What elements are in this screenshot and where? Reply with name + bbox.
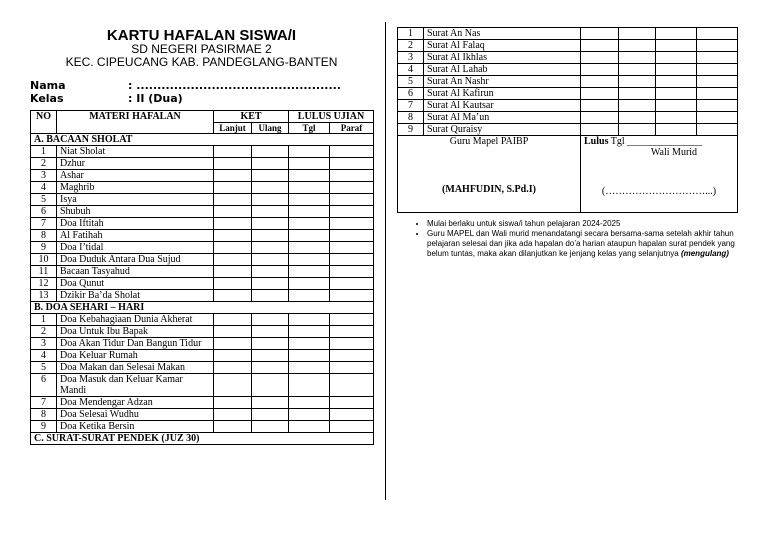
tgl-cell[interactable] (289, 230, 330, 242)
row-number: 9 (31, 421, 57, 433)
lanjut-cell[interactable] (581, 76, 619, 88)
ulang-cell[interactable] (252, 326, 289, 338)
table-row (31, 362, 374, 374)
tgl-cell[interactable] (289, 374, 330, 397)
row-materi: Doa Iftitah (57, 218, 214, 230)
notes-list (397, 219, 737, 259)
row-materi: Doa Untuk Ibu Bapak (57, 326, 214, 338)
row-materi: Dzikir Ba’da Sholat (57, 290, 214, 302)
table-row (31, 242, 374, 254)
tgl-cell[interactable] (289, 158, 330, 170)
guru-name: (MAHFUDIN, S.Pd.I) (442, 184, 536, 195)
ulang-cell[interactable] (252, 421, 289, 433)
table-row (31, 314, 374, 326)
row-number: 6 (31, 374, 57, 397)
row-materi: Doa Qunut (57, 278, 214, 290)
note-item (427, 229, 737, 259)
ulang-cell[interactable] (252, 194, 289, 206)
lanjut-cell[interactable] (581, 88, 619, 100)
paraf-cell[interactable] (697, 76, 738, 88)
paraf-cell[interactable] (697, 52, 738, 64)
table-row (398, 52, 738, 64)
table-row (31, 326, 374, 338)
table-row (31, 158, 374, 170)
row-materi: Surat Al Kautsar (424, 100, 581, 112)
ulang-cell[interactable] (252, 350, 289, 362)
ulang-cell[interactable] (252, 158, 289, 170)
ulang-cell[interactable] (252, 290, 289, 302)
row-number: 5 (31, 362, 57, 374)
ulang-cell[interactable] (619, 88, 656, 100)
tgl-cell[interactable] (289, 146, 330, 158)
lanjut-cell[interactable] (214, 421, 252, 433)
paraf-cell[interactable] (330, 338, 374, 350)
tgl-cell[interactable] (289, 314, 330, 326)
col-materi-header: MATERI HAFALAN (57, 111, 214, 134)
lanjut-cell[interactable] (214, 397, 252, 409)
table-row (398, 40, 738, 52)
table-row (398, 88, 738, 100)
memorization-table (30, 110, 374, 445)
tgl-cell[interactable] (289, 350, 330, 362)
col-paraf-header: Paraf (330, 123, 374, 134)
lanjut-cell[interactable] (214, 278, 252, 290)
row-materi: Doa Mendengar Adzan (57, 397, 214, 409)
ulang-cell[interactable] (619, 40, 656, 52)
guru-title: Guru Mapel PAIBP (449, 136, 529, 147)
paraf-cell[interactable] (330, 158, 374, 170)
paraf-cell[interactable] (330, 254, 374, 266)
lanjut-cell[interactable] (581, 112, 619, 124)
nama-label: Nama (30, 79, 66, 92)
tgl-cell[interactable] (289, 242, 330, 254)
table-row (398, 76, 738, 88)
lanjut-cell[interactable] (214, 158, 252, 170)
tgl-cell[interactable] (656, 112, 697, 124)
paraf-cell[interactable] (330, 266, 374, 278)
tgl-cell[interactable] (656, 64, 697, 76)
row-number: 6 (31, 206, 57, 218)
tgl-cell[interactable] (656, 28, 697, 40)
ulang-cell[interactable] (252, 170, 289, 182)
tgl-cell[interactable] (656, 52, 697, 64)
tgl-cell[interactable] (289, 397, 330, 409)
table-row (31, 146, 374, 158)
table-row (31, 338, 374, 350)
ulang-cell[interactable] (252, 242, 289, 254)
card-header (30, 28, 373, 69)
section-b-title: B. DOA SEHARI – HARI (31, 302, 374, 314)
row-materi: Doa Makan dan Selesai Makan (57, 362, 214, 374)
section-a-title: A. BACAAN SHOLAT (31, 134, 374, 146)
ulang-cell[interactable] (252, 374, 289, 397)
paraf-cell[interactable] (697, 112, 738, 124)
table-row (31, 266, 374, 278)
tgl-cell[interactable] (289, 362, 330, 374)
ulang-cell[interactable] (619, 76, 656, 88)
lanjut-cell[interactable] (214, 218, 252, 230)
row-number: 1 (31, 146, 57, 158)
table-row (31, 409, 374, 421)
row-number: 10 (31, 254, 57, 266)
row-materi: Al Fatihah (57, 230, 214, 242)
row-number: 4 (31, 182, 57, 194)
tgl-cell[interactable] (656, 100, 697, 112)
row-number: 8 (31, 409, 57, 421)
ulang-cell[interactable] (252, 230, 289, 242)
table-row (31, 230, 374, 242)
row-materi: Doa Akan Tidur Dan Bangun Tidur (57, 338, 214, 350)
lanjut-cell[interactable] (581, 100, 619, 112)
ulang-cell[interactable] (252, 409, 289, 421)
col-ket-header: KET (214, 111, 289, 123)
ulang-cell[interactable] (619, 124, 656, 136)
ulang-cell[interactable] (252, 218, 289, 230)
tgl-cell[interactable] (656, 40, 697, 52)
section-c-title: C. SURAT-SURAT PENDEK (JUZ 30) (31, 433, 374, 445)
paraf-cell[interactable] (697, 40, 738, 52)
row-number: 3 (31, 338, 57, 350)
lanjut-cell[interactable] (581, 40, 619, 52)
row-number: 5 (398, 76, 424, 88)
row-number: 11 (31, 266, 57, 278)
paraf-cell[interactable] (330, 290, 374, 302)
row-materi: Maghrib (57, 182, 214, 194)
row-materi: Surat Al Ikhlas (424, 52, 581, 64)
left-panel (30, 28, 373, 445)
row-materi: Doa Masuk dan Keluar Kamar Mandi (57, 374, 214, 397)
tgl-cell[interactable] (289, 326, 330, 338)
wali-name-blank: (…………………………...) (601, 186, 717, 197)
tgl-cell[interactable] (289, 206, 330, 218)
row-number: 4 (31, 350, 57, 362)
table-row (31, 421, 374, 433)
lanjut-cell[interactable] (214, 290, 252, 302)
paraf-cell[interactable] (330, 170, 374, 182)
tgl-cell[interactable] (289, 266, 330, 278)
lanjut-cell[interactable] (214, 314, 252, 326)
lanjut-cell[interactable] (214, 266, 252, 278)
paraf-cell[interactable] (330, 362, 374, 374)
row-materi: Ashar (57, 170, 214, 182)
tgl-cell[interactable] (289, 194, 330, 206)
row-number: 1 (398, 28, 424, 40)
lanjut-cell[interactable] (214, 242, 252, 254)
paraf-cell[interactable] (330, 350, 374, 362)
ulang-cell[interactable] (252, 254, 289, 266)
table-row (31, 254, 374, 266)
wali-signature-cell (581, 136, 738, 213)
table-row (31, 170, 374, 182)
row-number: 7 (398, 100, 424, 112)
row-materi: Niat Sholat (57, 146, 214, 158)
lanjut-cell[interactable] (214, 326, 252, 338)
paraf-cell[interactable] (330, 421, 374, 433)
paraf-cell[interactable] (330, 230, 374, 242)
row-materi: Isya (57, 194, 214, 206)
row-number: 2 (398, 40, 424, 52)
row-number: 7 (31, 218, 57, 230)
lanjut-cell[interactable] (581, 52, 619, 64)
tgl-cell[interactable] (289, 170, 330, 182)
row-materi: Surat Al Lahab (424, 64, 581, 76)
nama-row (30, 79, 373, 92)
lanjut-cell[interactable] (214, 350, 252, 362)
kelas-value: : II (Dua) (128, 92, 183, 105)
row-number: 3 (31, 170, 57, 182)
col-tgl-header: Tgl (289, 123, 330, 134)
row-materi: Surat Al Falaq (424, 40, 581, 52)
lanjut-cell[interactable] (214, 374, 252, 397)
page-divider (385, 22, 386, 500)
ulang-cell[interactable] (619, 112, 656, 124)
tgl-cell[interactable] (289, 421, 330, 433)
tgl-cell[interactable] (289, 290, 330, 302)
row-number: 6 (398, 88, 424, 100)
tgl-cell[interactable] (289, 409, 330, 421)
tgl-cell[interactable] (289, 182, 330, 194)
col-lulus-header: LULUS UJIAN (289, 111, 374, 123)
row-number: 8 (31, 230, 57, 242)
tgl-line: Tgl _______________ (608, 136, 703, 147)
table-row (31, 218, 374, 230)
ulang-cell[interactable] (619, 100, 656, 112)
tgl-cell[interactable] (289, 218, 330, 230)
paraf-cell[interactable] (330, 242, 374, 254)
paraf-cell[interactable] (697, 100, 738, 112)
ulang-cell[interactable] (252, 206, 289, 218)
school-name: SD NEGERI PASIRMAE 2 (131, 42, 272, 56)
table-row (31, 397, 374, 409)
table-row (31, 290, 374, 302)
wali-title: Wali Murid (650, 147, 698, 158)
table-row (398, 28, 738, 40)
paraf-cell[interactable] (330, 146, 374, 158)
row-materi: Doa Keluar Rumah (57, 350, 214, 362)
lanjut-cell[interactable] (581, 64, 619, 76)
ulang-cell[interactable] (252, 266, 289, 278)
tgl-cell[interactable] (289, 254, 330, 266)
paraf-cell[interactable] (330, 206, 374, 218)
row-materi: Doa Duduk Antara Dua Sujud (57, 254, 214, 266)
lanjut-cell[interactable] (214, 146, 252, 158)
row-materi: Surat An Nashr (424, 76, 581, 88)
kelas-label: Kelas (30, 92, 64, 105)
paraf-cell[interactable] (330, 374, 374, 397)
row-materi: Surat Al Kafirun (424, 88, 581, 100)
tgl-cell[interactable] (656, 124, 697, 136)
tgl-cell[interactable] (656, 88, 697, 100)
lanjut-cell[interactable] (581, 28, 619, 40)
card-title: KARTU HAFALAN SISWA/I (106, 27, 297, 44)
table-row (31, 194, 374, 206)
ulang-cell[interactable] (619, 52, 656, 64)
row-materi: Doa Kebahagiaan Dunia Akherat (57, 314, 214, 326)
lanjut-cell[interactable] (214, 338, 252, 350)
paraf-cell[interactable] (330, 397, 374, 409)
row-materi: Surat Al Ma’un (424, 112, 581, 124)
paraf-cell[interactable] (697, 124, 738, 136)
note-text: Guru MAPEL dan Wali murid menandatangi secara bersama-sama setelah akhir tahun pelajaran selesai dan jika ada hapalan do’a harian ataupun hapalan surat pendek yang belum tuntas, maka akan dilanjutkan ke jenjang kelas yang selanjutnya (427, 229, 735, 258)
ulang-cell[interactable] (252, 278, 289, 290)
note-item: • Mulai berlaku untuk siswa/i tahun pelajaran 2024-2025 (427, 219, 737, 229)
lulus-label: Lulus (584, 136, 609, 147)
table-row (31, 182, 374, 194)
paraf-cell[interactable] (330, 218, 374, 230)
table-row (31, 206, 374, 218)
lanjut-cell[interactable] (214, 206, 252, 218)
row-number: 8 (398, 112, 424, 124)
ulang-cell[interactable] (252, 314, 289, 326)
lanjut-cell[interactable] (214, 362, 252, 374)
paraf-cell[interactable] (330, 314, 374, 326)
table-row (31, 350, 374, 362)
paraf-cell[interactable] (330, 182, 374, 194)
row-materi: Bacaan Tasyahud (57, 266, 214, 278)
col-lanjut-header: Lanjut (214, 123, 252, 134)
row-materi: Doa Selesai Wudhu (57, 409, 214, 421)
ulang-cell[interactable] (252, 146, 289, 158)
paraf-cell[interactable] (697, 88, 738, 100)
row-number: 1 (31, 314, 57, 326)
ulang-cell[interactable] (252, 397, 289, 409)
lanjut-cell[interactable] (214, 182, 252, 194)
row-number: 4 (398, 64, 424, 76)
row-number: 12 (31, 278, 57, 290)
ulang-cell[interactable] (619, 64, 656, 76)
ulang-cell[interactable] (252, 338, 289, 350)
school-region: KEC. CIPEUCANG KAB. PANDEGLANG-BANTEN (65, 55, 338, 69)
table-row (398, 124, 738, 136)
col-ulang-header: Ulang (252, 123, 289, 134)
tgl-cell[interactable] (289, 278, 330, 290)
row-number: 7 (31, 397, 57, 409)
ulang-cell[interactable] (252, 182, 289, 194)
table-row (31, 278, 374, 290)
table-row (31, 374, 374, 397)
tgl-cell[interactable] (656, 76, 697, 88)
paraf-cell[interactable] (330, 326, 374, 338)
paraf-cell[interactable] (330, 278, 374, 290)
row-materi: Surat An Nas (424, 28, 581, 40)
paraf-cell[interactable] (697, 28, 738, 40)
lanjut-cell[interactable] (214, 254, 252, 266)
lanjut-cell[interactable] (214, 230, 252, 242)
table-row (398, 112, 738, 124)
table-row (398, 64, 738, 76)
ulang-cell[interactable] (619, 28, 656, 40)
row-number: 5 (31, 194, 57, 206)
guru-signature-cell (398, 136, 581, 213)
row-number: 3 (398, 52, 424, 64)
nama-field[interactable]: : ................................................. (128, 79, 341, 92)
row-number: 9 (31, 242, 57, 254)
row-number: 9 (398, 124, 424, 136)
note-emphasis: (mengulang) (680, 249, 729, 258)
student-identity (30, 79, 373, 105)
col-no-header: NO (31, 111, 57, 134)
paraf-cell[interactable] (330, 409, 374, 421)
table-row (398, 100, 738, 112)
row-number: 2 (31, 326, 57, 338)
right-panel (397, 27, 737, 259)
row-number: 13 (31, 290, 57, 302)
lanjut-cell[interactable] (214, 194, 252, 206)
signature-row (398, 136, 738, 213)
row-materi: Surat Quraisy (424, 124, 581, 136)
kelas-row (30, 92, 373, 105)
lanjut-cell[interactable] (581, 124, 619, 136)
surat-table (397, 27, 738, 213)
paraf-cell[interactable] (697, 64, 738, 76)
tgl-cell[interactable] (289, 338, 330, 350)
row-number: 2 (31, 158, 57, 170)
ulang-cell[interactable] (252, 362, 289, 374)
lulus-date-line (584, 136, 702, 147)
row-materi: Dzhur (57, 158, 214, 170)
row-materi: Doa Ketika Bersin (57, 421, 214, 433)
lanjut-cell[interactable] (214, 170, 252, 182)
paraf-cell[interactable] (330, 194, 374, 206)
row-materi: Shubuh (57, 206, 214, 218)
row-materi: Doa I’tidal (57, 242, 214, 254)
lanjut-cell[interactable] (214, 409, 252, 421)
